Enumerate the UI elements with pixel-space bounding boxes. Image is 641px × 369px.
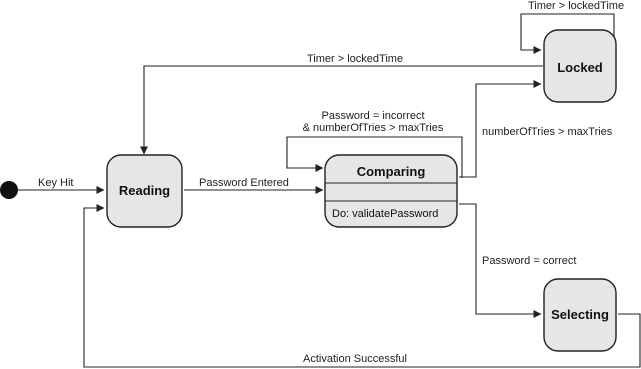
state-selecting-label: Selecting [551, 307, 609, 322]
initial-node [0, 181, 18, 199]
state-comparing [325, 155, 457, 227]
label-locked-self: Timer > lockedTime [528, 0, 625, 12]
label-incorrect-line2: & numberOfTries > maxTries [302, 122, 444, 134]
state-locked [544, 30, 616, 102]
state-selecting [544, 279, 616, 351]
label-activation-successful: Activation Successful [303, 353, 407, 365]
label-key-hit: Key Hit [38, 177, 74, 189]
state-locked-label: Locked [557, 60, 603, 75]
label-correct: Password = correct [482, 255, 577, 267]
state-comparing-activity: Do: validatePassword [332, 208, 439, 220]
state-reading-label: Reading [118, 183, 171, 198]
label-to-locked: numberOfTries > maxTries [482, 126, 613, 138]
state-comparing-label: Comparing [356, 164, 426, 179]
label-incorrect-line1: Password = incorrect [321, 110, 425, 122]
state-reading [107, 155, 182, 227]
label-password-entered: Password Entered [199, 177, 289, 189]
label-locked-to-reading: Timer > lockedTime [307, 53, 404, 65]
